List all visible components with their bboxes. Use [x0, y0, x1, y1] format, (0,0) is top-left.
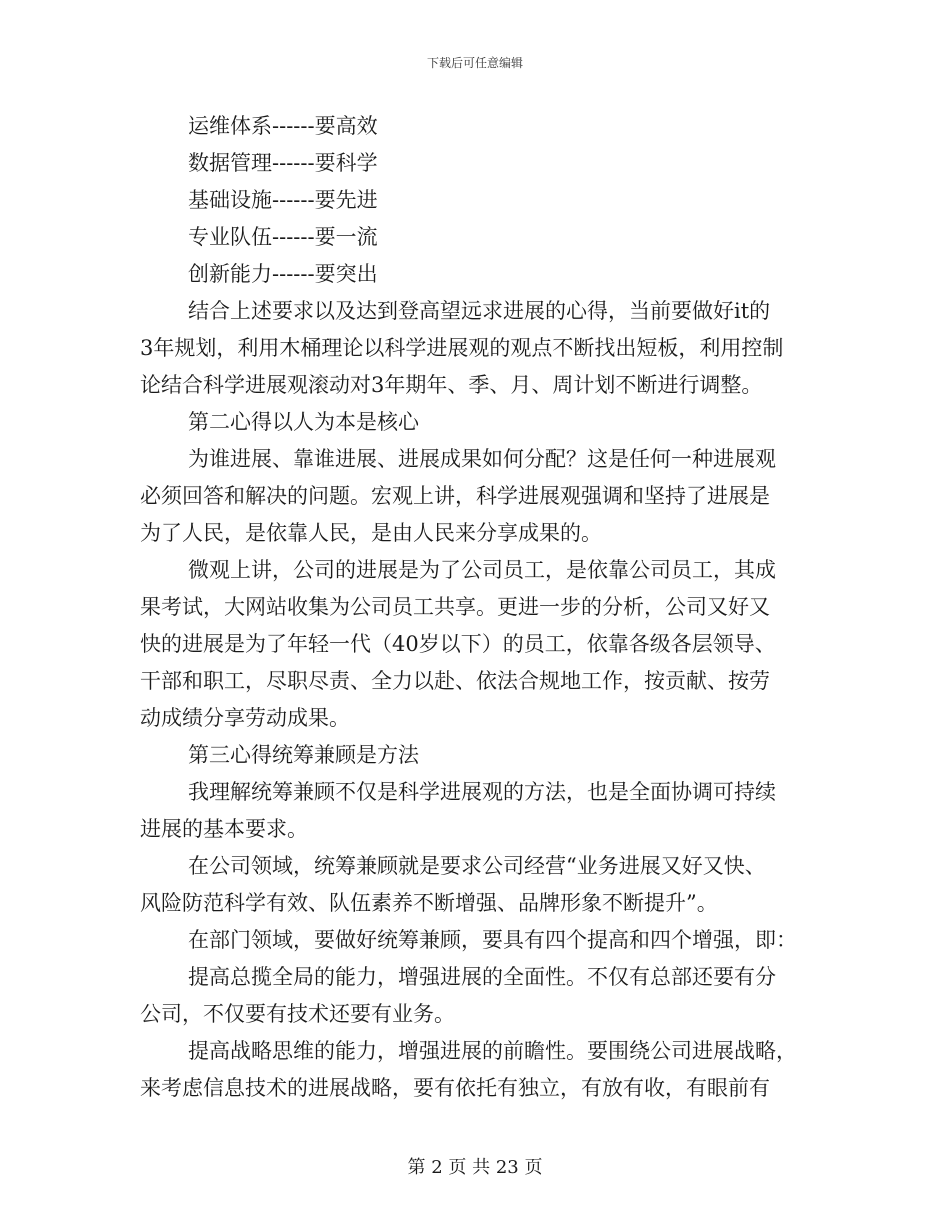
- text-line: 风险防范科学有效、队伍素养不断增强、品牌形象不断提升”。: [140, 891, 718, 915]
- page-footer: 第 2 页 共 23 页: [407, 1157, 543, 1178]
- text-line: 必须回答和解决的问题。宏观上讲，科学进展观强调和坚持了进展是: [140, 484, 770, 508]
- text-line: 微观上讲，公司的进展是为了公司员工，是依靠公司员工，其成: [188, 558, 776, 582]
- text-line: 干部和职工，尽职尽责、全力以赴、依法合规地工作，按贡献、按劳: [140, 669, 770, 693]
- text-line: 论结合科学进展观滚动对3年期年、季、月、周计划不断进行调整。: [140, 373, 763, 397]
- text-line: 为了人民，是依靠人民，是由人民来分享成果的。: [140, 521, 602, 545]
- text-line: 在部门领域，要做好统筹兼顾，要具有四个提高和四个增强，即：: [188, 928, 797, 952]
- text-line: 提高战略思维的能力，增强进展的前瞻性。要围绕公司进展战略，: [188, 1039, 797, 1063]
- text-line: 运维体系------要高效: [188, 114, 378, 138]
- text-line: 进展的基本要求。: [140, 817, 308, 841]
- text-line: 数据管理------要科学: [188, 151, 378, 175]
- text-line: 创新能力------要突出: [188, 262, 378, 286]
- text-line: 3年规划，利用木桶理论以科学进展观的观点不断找出短板，利用控制: [140, 336, 784, 360]
- text-line: 专业队伍------要一流: [188, 225, 378, 249]
- document-body: [140, 108, 812, 1107]
- text-line: 快的进展是为了年轻一代（40岁以下）的员工，依靠各级各层领导、: [140, 632, 776, 656]
- text-line: 结合上述要求以及达到登高望远求进展的心得，当前要做好it的: [188, 299, 771, 323]
- text-line: 第三心得统筹兼顾是方法: [188, 743, 419, 767]
- text-line: 提高总揽全局的能力，增强进展的全面性。不仅有总部还要有分: [188, 965, 776, 989]
- text-line: 为谁进展、靠谁进展、进展成果如何分配？这是任何一种进展观: [188, 447, 776, 471]
- text-line: 基础设施------要先进: [188, 188, 378, 212]
- text-line: 第二心得以人为本是核心: [188, 410, 419, 434]
- text-line: 果考试，大网站收集为公司员工共享。更进一步的分析，公司又好又: [140, 595, 770, 619]
- text-line: 公司，不仅要有技术还要有业务。: [140, 1002, 455, 1026]
- page-header: 下载后可任意编辑: [426, 56, 523, 70]
- text-line: 来考虑信息技术的进展战略，要有依托有独立，有放有收，有眼前有: [140, 1076, 770, 1100]
- text-line: 动成绩分享劳动成果。: [140, 706, 350, 730]
- text-line: 在公司领域，统筹兼顾就是要求公司经营“业务进展又好又快、: [188, 854, 766, 878]
- text-line: 我理解统筹兼顾不仅是科学进展观的方法，也是全面协调可持续: [188, 780, 776, 804]
